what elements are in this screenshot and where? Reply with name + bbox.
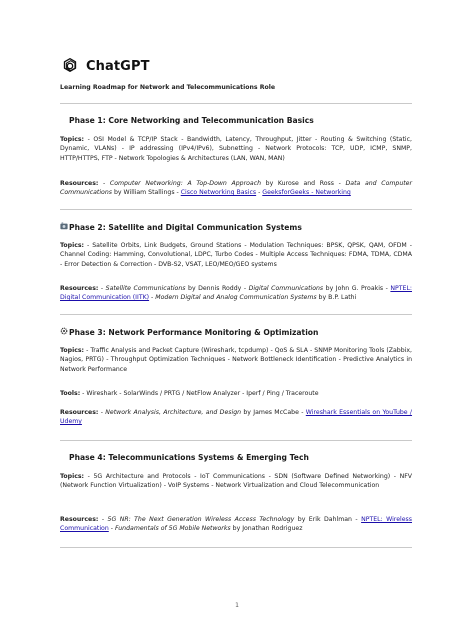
brand-header — [60, 54, 150, 78]
book-title: Computer Networking: A Top-Down Approach — [109, 180, 262, 187]
divider — [60, 440, 412, 441]
phase-4-title: Phase 4: Telecommunications Systems & Emerging Tech — [69, 453, 309, 462]
topics-text: - 5G Architecture and Protocols - IoT Communications - SDN (Software Defined Networking) - NFV (Network Function Virtualization) - VoIP Systems - Network Virtualization and Cloud Telecommunication — [60, 473, 412, 490]
phase-3-resources: Resources: - Network Analysis, Architecture, and Design by James McCabe - Wireshark Essentials on YouTube / Udemy — [60, 409, 413, 426]
topics-text: - Traffic Analysis and Packet Capture (Wireshark, tcpdump) - QoS & SLA - SNMP Monitoring Tools (Zabbix, Nagios, PRTG) - Throughput Optimization Techniques - Network Bottleneck Identification - Predictive Analytics in Network Performance — [60, 347, 413, 373]
resources-label: Resources: — [60, 516, 99, 523]
topics-text: - OSI Model & TCP/IP Stack - Bandwidth, Latency, Throughput, Jitter - Routing & Switching (Static, Dynamic, VLANs) - IP addressing (IPv4/IPv6), Subnetting - Network Protocols: TCP, UDP, ICMP, SNMP, HTTP/HTTPS, FTP - Network Topologies & Architectures (LAN, WAN, MAN) — [60, 136, 412, 162]
phase-4-resources: Resources: - 5G NR: The Next Generation Wireless Access Technology by Erik Dahlman - NPTEL: Wireless Communication - Fundamentals of 5G Mobile Networks by Jonathan Rodriguez — [60, 516, 412, 533]
phase-1-title: Phase 1: Core Networking and Telecommunication Basics — [69, 116, 314, 125]
phase-2-topics — [60, 241, 412, 269]
divider — [60, 209, 412, 210]
satellite-icon — [60, 222, 69, 232]
book-title: Data and Computer Communications — [60, 180, 413, 197]
topics-text: - Satellite Orbits, Link Budgets, Ground Stations - Modulation Techniques: BPSK, QPSK, QAM, OFDM - Channel Coding: Hamming, Convolutional, LDPC, Turbo Codes - Multiple Access Techniques: FDMA, TDMA, CDMA - Error Detection & Correction - DVB-S2, VSAT, LEO/MEO/GEO systems — [60, 242, 412, 268]
book-title: Modern Digital and Analog Communication Systems — [155, 294, 317, 302]
wireshark-essentials-link[interactable]: Wireshark Essentials on YouTube / Udemy — [60, 409, 413, 426]
phase-4-topics — [60, 472, 412, 491]
tools-label: Tools: — [60, 390, 81, 397]
topics-label: Topics: — [60, 242, 85, 249]
resources-label: Resources: — [60, 285, 99, 292]
phase-2-title: Phase 2: Satellite and Digital Communication Systems — [60, 222, 412, 232]
nptel-wireless-communication-link[interactable]: NPTEL: Wireless Communication — [60, 516, 412, 533]
book-title: Digital Communications — [248, 285, 324, 292]
resources-label: Resources: — [60, 180, 99, 187]
topics-label: Topics: — [60, 136, 85, 143]
tools-text: - Wireshark - SolarWinds / PRTG / NetFlow Analyzer - Iperf / Ping / Traceroute — [82, 390, 319, 397]
book-title: Network Analysis, Architecture, and Design — [105, 409, 242, 416]
book-title: Satellite Communications — [105, 285, 186, 292]
topics-label: Topics: — [60, 347, 85, 354]
topics-label: Topics: — [60, 473, 85, 480]
cisco-networking-link[interactable]: Cisco Networking Basics — [180, 189, 257, 197]
phase-2-resources: Resources: - Satellite Communications by Dennis Roddy - Digital Communications by John G. Proakis - NPTEL: Digital Communication (IITK) - Modern Digital and Analog Communication Systems by B.P. Lathi — [60, 285, 412, 302]
phase-1-topics — [60, 135, 412, 163]
phase-1-resources: Resources: - Computer Networking: A Top-Down Approach by Kurose and Ross - Data and Computer Communications by William Stallings - Cisco Networking Basics - GeeksforGeeks - Networking — [60, 180, 413, 197]
nptel-digital-communication-link[interactable]: NPTEL: Digital Communication (IITK) — [60, 285, 412, 302]
phase-3-tools — [60, 389, 412, 398]
book-title: 5G NR: The Next Generation Wireless Access Technology — [107, 516, 295, 523]
gear-icon — [60, 327, 69, 337]
resources-label: Resources: — [60, 409, 99, 416]
divider — [60, 314, 412, 315]
phase-3-title: Phase 3: Network Performance Monitoring & Optimization — [60, 327, 412, 337]
brand-name: ChatGPT — [86, 58, 150, 74]
divider — [60, 103, 412, 104]
phase-3-topics — [60, 346, 412, 374]
divider — [60, 547, 412, 548]
page-number: 1 — [235, 602, 239, 609]
document-title: Learning Roadmap for Network and Telecommunications Role — [60, 84, 276, 91]
openai-logo-icon — [60, 56, 80, 76]
book-title: Fundamentals of 5G Mobile Networks — [114, 525, 231, 533]
geeksforgeeks-link[interactable]: GeeksforGeeks - Networking — [262, 189, 351, 197]
